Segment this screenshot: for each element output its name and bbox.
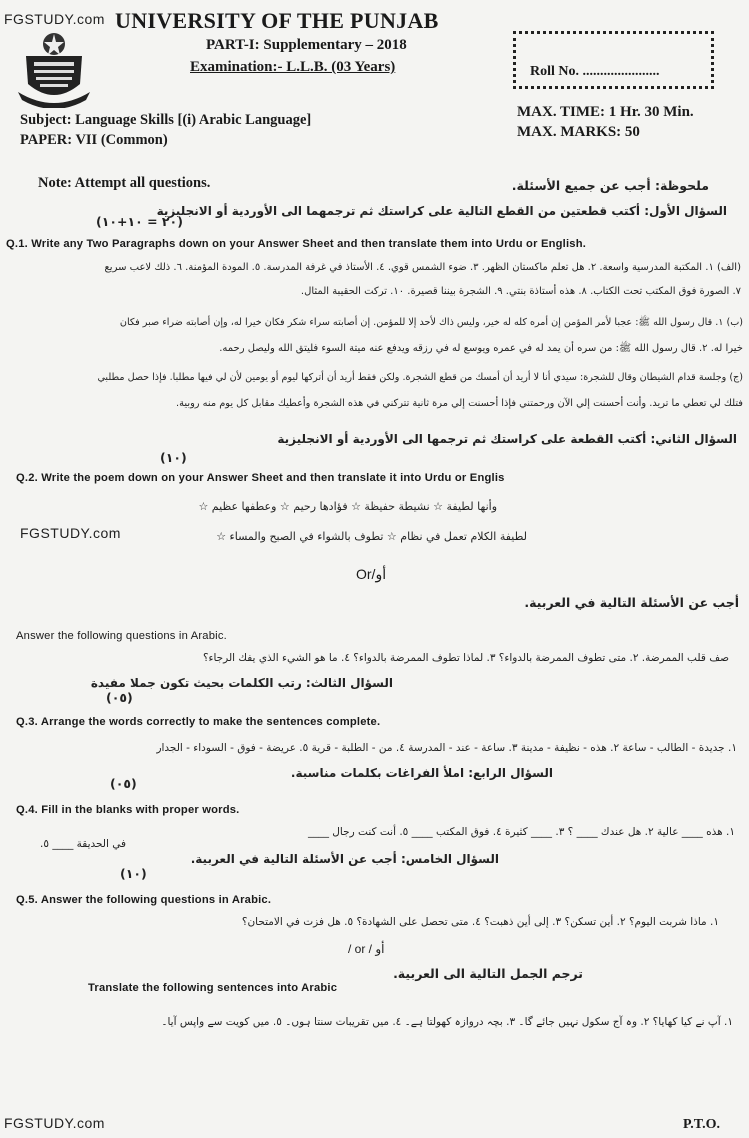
q1-marks: (٢٠ = ١٠+١٠): [96, 214, 183, 229]
q5-or-separator: / or / أو: [348, 942, 385, 956]
q1-para-a-line2: ٧. الصورة فوق المكتب تحت الكتاب. ٨. هذه أستاذة بنتي. ٩. الشجرة بيننا قصيرة. ١٠. تركت الحقيبة المثال.: [300, 286, 741, 297]
examination-line: Examination:- L.L.B. (03 Years): [190, 59, 396, 75]
pto-marker: P.T.O.: [683, 1117, 720, 1132]
q2-poem-line2: لطيفة الكلام تعمل في نظام ☆ تطوف بالشواء في الصبح والمساء ☆: [216, 530, 527, 543]
watermark-top: FGSTUDY.com: [4, 11, 105, 27]
q5-alternative-arabic: ترجم الجمل التالية الى العربية.: [393, 966, 583, 981]
watermark-middle: FGSTUDY.com: [20, 525, 121, 541]
q3-english: Q.3. Arrange the words correctly to make the sentences complete.: [16, 716, 381, 728]
q5-arabic-heading: السؤال الخامس: أجب عن الأسئلة التالية في العربية.: [190, 852, 499, 866]
q3-arabic-heading: السؤال الثالث: رتب الكلمات بحيث تكون جملا مفيدة: [90, 676, 393, 690]
max-time: MAX. TIME: 1 Hr. 30 Min.: [517, 104, 694, 120]
subject-line: Subject: Language Skills [(i) Arabic Language]: [20, 112, 312, 128]
q1-para-c-line1: (ج) وجلسة قدام الشيطان وقال للشجرة: سيدي أنا لا أريد أن أمسك من قطع الشجرة. ولكن فقط أريد أن أتركها ليوم أو يومين لأن لي فيها مطلبا. فإذا حصل مطلبي: [97, 372, 743, 383]
q5-alternative-english: Translate the following sentences into Arabic: [88, 982, 338, 994]
q4-english: Q.4. Fill in the blanks with proper words.: [16, 804, 240, 816]
note-english: Note: Attempt all questions.: [38, 175, 211, 191]
q1-para-b-line2: خيرا له. ٢. قال رسول الله ﷺ: من سره أن يمد له في عمره ويوسع له في رزقه ويدفع عنه ميتة السوء فليتق الله وليصل رحمه.: [219, 343, 743, 354]
q1-english: Q.1. Write any Two Paragraphs down on your Answer Sheet and then translate them into Urdu or English.: [6, 238, 587, 250]
q1-para-b-line1: (ب) ١. قال رسول الله ﷺ: عجبا لأمر المؤمن إن أمره كله له خير، وليس ذاك لأحد إلا للمؤمن. إن أصابته سراء شكر فكان خيرا له، وإن أصابته ضراء صبر فكان: [119, 317, 743, 328]
q2-arabic-heading: السؤال الثاني: أكتب القطعة على كراستك ثم ترجمها الى الأوردية أو الانجليزية: [277, 432, 737, 446]
q1-para-a-line1: (الف) ١. المكتبة المدرسية واسعة. ٢. هل تعلم ماكستان الظهر. ٣. ضوء الشمس قوي. ٤. الأستاذ في غرفة المدرسة. ٥. المودة المؤمنة. ٦. ذلك لاعب سريع: [104, 262, 741, 273]
roll-number-label: Roll No. ......................: [530, 64, 660, 79]
q5-alternative-items: ١. آپ نے کیا کھایا؟ ٢. وہ آج سکول نہیں جائے گا۔ ٣. بچہ دروازہ کھولتا ہے۔ ٤. میں تقریبات سنتا ہوں۔ ٥. میں کویت سے واپس آیا۔: [161, 1016, 733, 1028]
q5-items: ١. ماذا شربت اليوم؟ ٢. أين تسكن؟ ٣. إلى أين ذهبت؟ ٤. متى تحصل على الشهادة؟ ٥. هل فزت في الامتحان؟: [241, 916, 719, 928]
q1-para-c-line2: فتلك لي تعطي ما تريد. وأنت أحسنت إلي الآن ورحمتني فإذا أحسنت إلي مرة ثانية تتركني في هذه الشجرة وأعطيك مقابل كل يوم منه روبية.: [176, 398, 743, 409]
q1-arabic-heading: السؤال الأول: أكتب قطعتين من القطع التالية على كراستك ثم ترجمهما الى الأوردية أو الانجليزية: [156, 204, 727, 218]
watermark-bottom: FGSTUDY.com: [4, 1115, 105, 1131]
q4-items-right: ١. هذه ____ عالية ٢. هل عندك ____ ؟ ٣. ____ كثيرة ٤. فوق المكتب ____ ٥. أنت كنت رجال ____: [307, 826, 735, 838]
q4-marks: (٠٥): [110, 776, 137, 791]
q2-alternative-arabic: أجب عن الأسئلة التالية في العربية.: [524, 595, 739, 610]
q4-items-left: في الحديقة ____ ٥.: [40, 838, 127, 850]
note-arabic: ملحوظة: أجب عن جميع الأسئلة.: [511, 178, 709, 193]
q2-alternative-english: Answer the following questions in Arabic.: [16, 630, 227, 642]
q3-marks: (٠٥): [106, 690, 133, 705]
q5-marks: (١٠): [120, 866, 147, 881]
q2-or-separator: Or/أو: [356, 566, 387, 582]
roll-number-box: [513, 31, 714, 89]
university-logo: [14, 26, 94, 108]
part-line: PART-I: Supplementary – 2018: [206, 37, 407, 53]
paper-line: PAPER: VII (Common): [20, 132, 168, 148]
q4-arabic-heading: السؤال الرابع: املأ الفراغات بكلمات مناسبة.: [290, 766, 553, 780]
q5-english: Q.5. Answer the following questions in Arabic.: [16, 894, 272, 906]
university-title: UNIVERSITY OF THE PUNJAB: [115, 8, 439, 33]
q2-english: Q.2. Write the poem down on your Answer Sheet and then translate it into Urdu or Englis: [16, 472, 505, 484]
q2-poem-line1: وأنها لطيفة ☆ نشيطة حفيظة ☆ فؤادها رحيم ☆ وعطفها عظيم ☆: [198, 500, 497, 513]
q3-items: ١. جديدة - الطالب - ساعة ٢. هذه - نظيفة - مدينة ٣. ساعة - عند - المدرسة ٤. من - الطلبة - قرية ٥. عريضة - فوق - السوداء - الجدار: [156, 742, 737, 754]
q2-marks: (١٠): [160, 450, 187, 465]
max-marks: MAX. MARKS: 50: [517, 124, 640, 140]
q2-alternative-questions: صف قلب الممرضة. ٢. متى تطوف الممرضة بالدواء؟ ٣. لماذا تطوف الممرضة بالدواء؟ ٤. ما هو الشيء الذي يفك الرجاء؟: [202, 652, 729, 664]
